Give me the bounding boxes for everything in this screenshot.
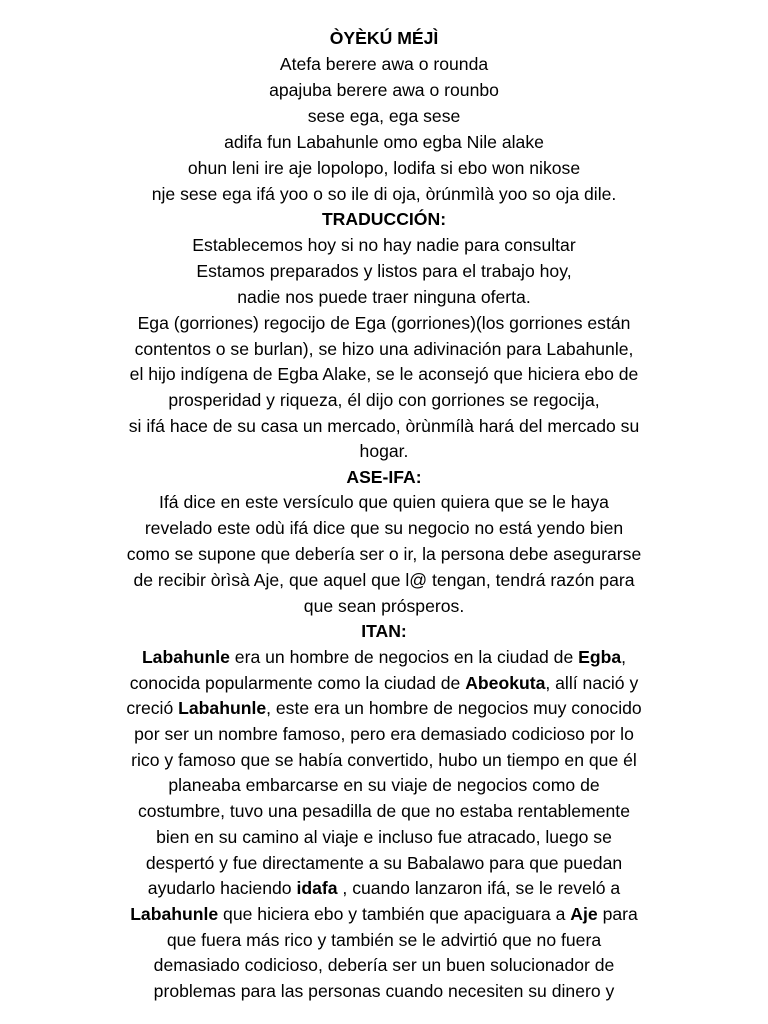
itan-text: para bbox=[597, 904, 638, 924]
section-heading-itan: ITAN: bbox=[361, 621, 407, 641]
translation-line: Estamos preparados y listos para el trabajo hoy, bbox=[196, 261, 572, 281]
translation-line: si ifá hace de su casa un mercado, òrùnmílà hará del mercado su bbox=[128, 416, 640, 436]
itan-line: problemas para las personas cuando necesiten su dinero y bbox=[153, 981, 615, 1001]
translation-line: prosperidad y riqueza, él dijo con gorriones se regocija, bbox=[168, 390, 600, 410]
translation-line: nadie nos puede traer ninguna oferta. bbox=[237, 287, 531, 307]
translation-line: Ega (gorriones) regocijo de Ega (gorriones)(los gorriones están bbox=[137, 313, 631, 333]
itan-text: era un hombre de negocios en la ciudad de bbox=[229, 647, 579, 667]
translation-line: Establecemos hoy si no hay nadie para consultar bbox=[192, 235, 576, 255]
itan-line: despertó y fue directamente a su Babalawo para que puedan bbox=[145, 853, 623, 873]
itan-line bbox=[0, 901, 768, 927]
name-labahunle: Labahunle bbox=[130, 904, 219, 924]
itan-line: bien en su camino al viaje e incluso fue atracado, luego se bbox=[156, 827, 612, 847]
ase-ifa-line: revelado este odù ifá dice que su negocio no está yendo bien bbox=[144, 518, 624, 538]
itan-text: ayudarlo haciendo bbox=[147, 878, 297, 898]
itan-line bbox=[0, 644, 768, 670]
itan-text: , bbox=[621, 647, 627, 667]
itan-text: que hiciera ebo y también que apaciguara a bbox=[218, 904, 571, 924]
itan-line: costumbre, tuvo una pesadilla de que no estaba rentablemente bbox=[138, 801, 630, 821]
itan-line: planeaba embarcarse en su viaje de negocios como de bbox=[168, 775, 600, 795]
verse-line: sese ega, ega sese bbox=[307, 106, 461, 126]
itan-text: , cuando lanzaron ifá, se le reveló a bbox=[337, 878, 621, 898]
translation-line: contentos o se burlan), se hizo una adivinación para Labahunle, bbox=[134, 339, 634, 359]
itan-line bbox=[0, 875, 768, 901]
translation-line: el hijo indígena de Egba Alake, se le aconsejó que hiciera ebo de bbox=[129, 364, 639, 384]
itan-line bbox=[0, 670, 768, 696]
verse-line: adifa fun Labahunle omo egba Nile alake bbox=[224, 132, 544, 152]
ase-ifa-line: que sean prósperos. bbox=[303, 596, 465, 616]
itan-line: demasiado codicioso, debería ser un buen solucionador de bbox=[153, 955, 615, 975]
itan-line: por ser un nombre famoso, pero era demasiado codicioso por lo bbox=[134, 724, 634, 744]
itan-text: creció bbox=[126, 698, 179, 718]
itan-line bbox=[0, 695, 768, 721]
name-labahunle: Labahunle bbox=[141, 647, 230, 667]
name-abeokuta: Abeokuta bbox=[465, 673, 546, 693]
section-title-oyeku-meji: ÒYÈKÚ MÉJÌ bbox=[329, 28, 439, 48]
itan-text: , allí nació y bbox=[545, 673, 639, 693]
ase-ifa-line: como se supone que debería ser o ir, la persona debe asegurarse bbox=[126, 544, 642, 564]
itan-text: conocida popularmente como la ciudad de bbox=[129, 673, 466, 693]
itan-line: que fuera más rico y también se le advirtió que no fuera bbox=[166, 930, 602, 950]
verse-line: ohun leni ire aje lopolopo, lodifa si ebo won nikose bbox=[187, 158, 581, 178]
name-labahunle: Labahunle bbox=[178, 698, 267, 718]
name-aje: Aje bbox=[570, 904, 598, 924]
section-heading-traduccion: TRADUCCIÓN: bbox=[321, 209, 447, 229]
name-egba: Egba bbox=[578, 647, 622, 667]
section-heading-ase-ifa: ASE-IFA: bbox=[346, 467, 422, 487]
verse-line: nje sese ega ifá yoo o so ile di oja, òrúnmìlà yoo so oja dile. bbox=[151, 184, 617, 204]
ase-ifa-line: de recibir òrìsà Aje, que aquel que l@ tengan, tendrá razón para bbox=[133, 570, 635, 590]
verse-line: Atefa berere awa o rounda bbox=[279, 54, 489, 74]
itan-line: rico y famoso que se había convertido, hubo un tiempo en que él bbox=[131, 750, 637, 770]
term-idafa: idafa bbox=[296, 878, 338, 898]
verse-line: apajuba berere awa o rounbo bbox=[269, 80, 499, 100]
ase-ifa-line: Ifá dice en este versículo que quien quiera que se le haya bbox=[159, 492, 609, 512]
translation-line: hogar. bbox=[359, 441, 409, 461]
itan-text: , este era un hombre de negocios muy conocido bbox=[266, 698, 642, 718]
